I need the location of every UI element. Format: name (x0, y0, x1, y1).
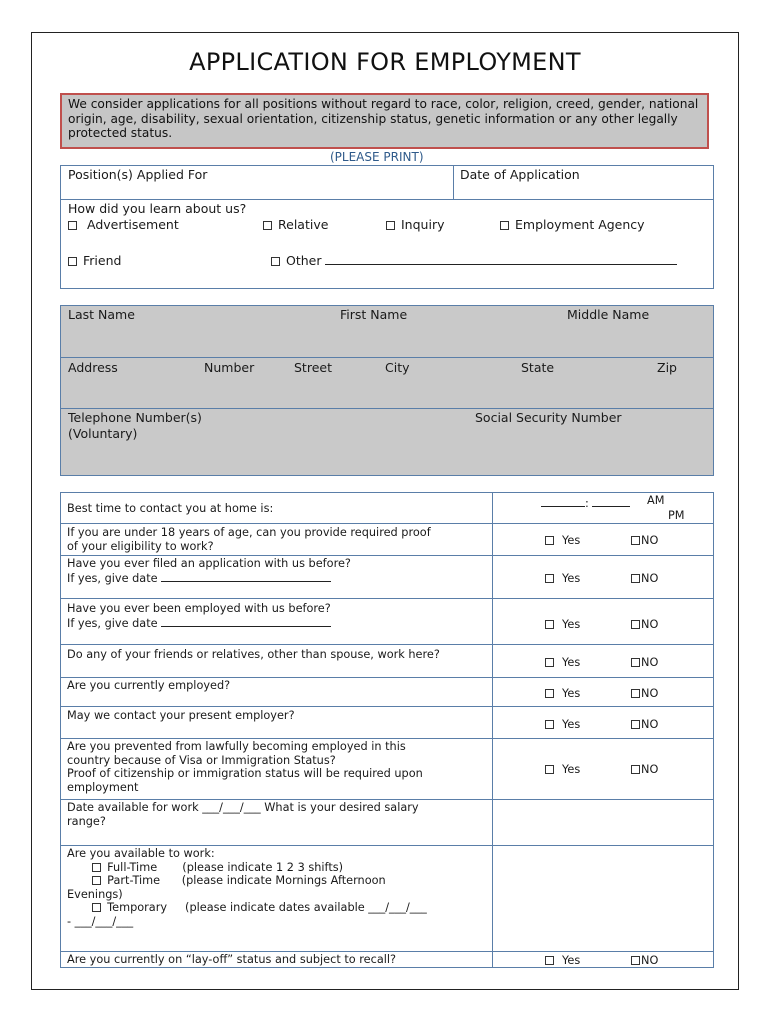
telephone-field[interactable]: Telephone Number(s) (68, 410, 202, 425)
divider (60, 644, 714, 645)
divider (60, 951, 714, 952)
contact-employer-yes[interactable]: Yes (545, 718, 580, 731)
equal-opportunity-notice: We consider applications for all positions without regard to race, color, religion, creed, gender, national origin, age, disability, sexual orientation, citizenship status, genetic information or any other legally protected status. (60, 93, 709, 149)
checkbox-icon[interactable] (631, 956, 640, 965)
last-name-field[interactable]: Last Name (68, 307, 135, 322)
question-contact-employer: May we contact your present employer? (67, 709, 295, 722)
checkbox-icon[interactable] (631, 536, 640, 545)
divider (60, 598, 714, 599)
checkbox-icon[interactable] (545, 765, 554, 774)
checkbox-icon[interactable] (545, 574, 554, 583)
friends-no[interactable]: NO (631, 656, 658, 669)
currently-employed-yes[interactable]: Yes (545, 687, 580, 700)
street-field[interactable]: Street (294, 360, 332, 375)
question-employed-before: Have you ever been employed with us before? If yes, give date (67, 602, 331, 630)
question-availability: Are you available to work: Full-Time (please indicate 1 2 3 shifts) Part-Time (please indicate Mornings Afternoon Evenings) Temporary (please indicate dates available ___/___/___ - ___/___/___ (67, 847, 427, 928)
divider (60, 845, 714, 846)
option-friend[interactable]: Friend (68, 253, 121, 268)
position-applied-field[interactable]: Position(s) Applied For (68, 167, 208, 182)
checkbox-icon[interactable] (92, 903, 101, 912)
question-visa: Are you prevented from lawfully becoming employed in this country because of Visa or Immigration Status? Proof of citizenship or immigration status will be required upon employment (67, 740, 423, 794)
city-field[interactable]: City (385, 360, 410, 375)
page-title: APPLICATION FOR EMPLOYMENT (189, 48, 581, 76)
divider (60, 199, 714, 200)
divider (60, 677, 714, 678)
checkbox-icon[interactable] (631, 658, 640, 667)
divider (60, 799, 714, 800)
checkbox-icon[interactable] (631, 689, 640, 698)
best-time-input[interactable]: : (541, 496, 630, 511)
option-inquiry[interactable]: Inquiry (386, 217, 444, 232)
pm-label[interactable]: PM (668, 509, 685, 522)
under-18-yes[interactable]: Yes (545, 534, 580, 547)
filed-before-no[interactable]: NO (631, 572, 658, 585)
divider (60, 738, 714, 739)
checkbox-icon[interactable] (500, 221, 509, 230)
checkbox-icon[interactable] (545, 536, 554, 545)
filed-date-line[interactable] (161, 571, 331, 582)
checkbox-icon[interactable] (545, 689, 554, 698)
checkbox-icon[interactable] (92, 863, 101, 872)
checkbox-icon[interactable] (263, 221, 272, 230)
checkbox-icon[interactable] (631, 574, 640, 583)
option-other[interactable]: Other (271, 253, 677, 268)
question-layoff: Are you currently on “lay-off” status and subject to recall? (67, 953, 397, 966)
checkbox-icon[interactable] (545, 620, 554, 629)
divider (60, 555, 714, 556)
question-filed-before: Have you ever filed an application with us before? If yes, give date (67, 557, 351, 585)
ssn-field[interactable]: Social Security Number (475, 410, 622, 425)
checkbox-icon[interactable] (631, 720, 640, 729)
layoff-yes[interactable]: Yes (545, 954, 580, 967)
friends-yes[interactable]: Yes (545, 656, 580, 669)
employed-before-yes[interactable]: Yes (545, 618, 580, 631)
divider (492, 492, 493, 968)
contact-employer-no[interactable]: NO (631, 718, 658, 731)
checkbox-icon[interactable] (545, 720, 554, 729)
question-currently-employed: Are you currently employed? (67, 679, 231, 692)
question-date-available: Date available for work ___/___/___ What is your desired salary range? (67, 801, 419, 828)
question-best-time: Best time to contact you at home is: (67, 502, 274, 515)
visa-no[interactable]: NO (631, 763, 658, 776)
question-friends: Do any of your friends or relatives, other than spouse, work here? (67, 648, 440, 661)
middle-name-field[interactable]: Middle Name (567, 307, 650, 322)
how-learn-label: How did you learn about us? (68, 201, 247, 216)
checkbox-icon[interactable] (68, 221, 77, 230)
please-print-label: (PLEASE PRINT) (330, 150, 424, 164)
personal-info-section (60, 305, 714, 476)
checkbox-icon[interactable] (386, 221, 395, 230)
option-advertisement[interactable]: Advertisement (68, 217, 179, 232)
checkbox-icon[interactable] (545, 956, 554, 965)
first-name-field[interactable]: First Name (340, 307, 408, 322)
checkbox-icon[interactable] (631, 765, 640, 774)
checkbox-icon[interactable] (68, 257, 77, 266)
voluntary-label: (Voluntary) (68, 426, 138, 441)
other-input-line[interactable] (325, 254, 677, 265)
checkbox-icon[interactable] (631, 620, 640, 629)
under-18-no[interactable]: NO (631, 534, 658, 547)
filed-before-yes[interactable]: Yes (545, 572, 580, 585)
divider (60, 706, 714, 707)
layoff-no[interactable]: NO (631, 954, 658, 967)
number-field[interactable]: Number (204, 360, 255, 375)
currently-employed-no[interactable]: NO (631, 687, 658, 700)
employed-date-line[interactable] (161, 616, 331, 627)
divider (60, 408, 714, 409)
option-relative[interactable]: Relative (263, 217, 328, 232)
divider (60, 357, 714, 358)
date-of-application-field[interactable]: Date of Application (460, 167, 580, 182)
address-field[interactable]: Address (68, 360, 118, 375)
visa-yes[interactable]: Yes (545, 763, 580, 776)
checkbox-icon[interactable] (92, 876, 101, 885)
employed-before-no[interactable]: NO (631, 618, 658, 631)
question-under-18: If you are under 18 years of age, can you provide required proof of your eligibility to work? (67, 526, 431, 553)
state-field[interactable]: State (521, 360, 555, 375)
checkbox-icon[interactable] (271, 257, 280, 266)
divider (453, 165, 454, 199)
divider (60, 523, 714, 524)
am-label[interactable]: AM (647, 494, 665, 507)
option-employment-agency[interactable]: Employment Agency (500, 217, 645, 232)
checkbox-icon[interactable] (545, 658, 554, 667)
zip-field[interactable]: Zip (657, 360, 677, 375)
